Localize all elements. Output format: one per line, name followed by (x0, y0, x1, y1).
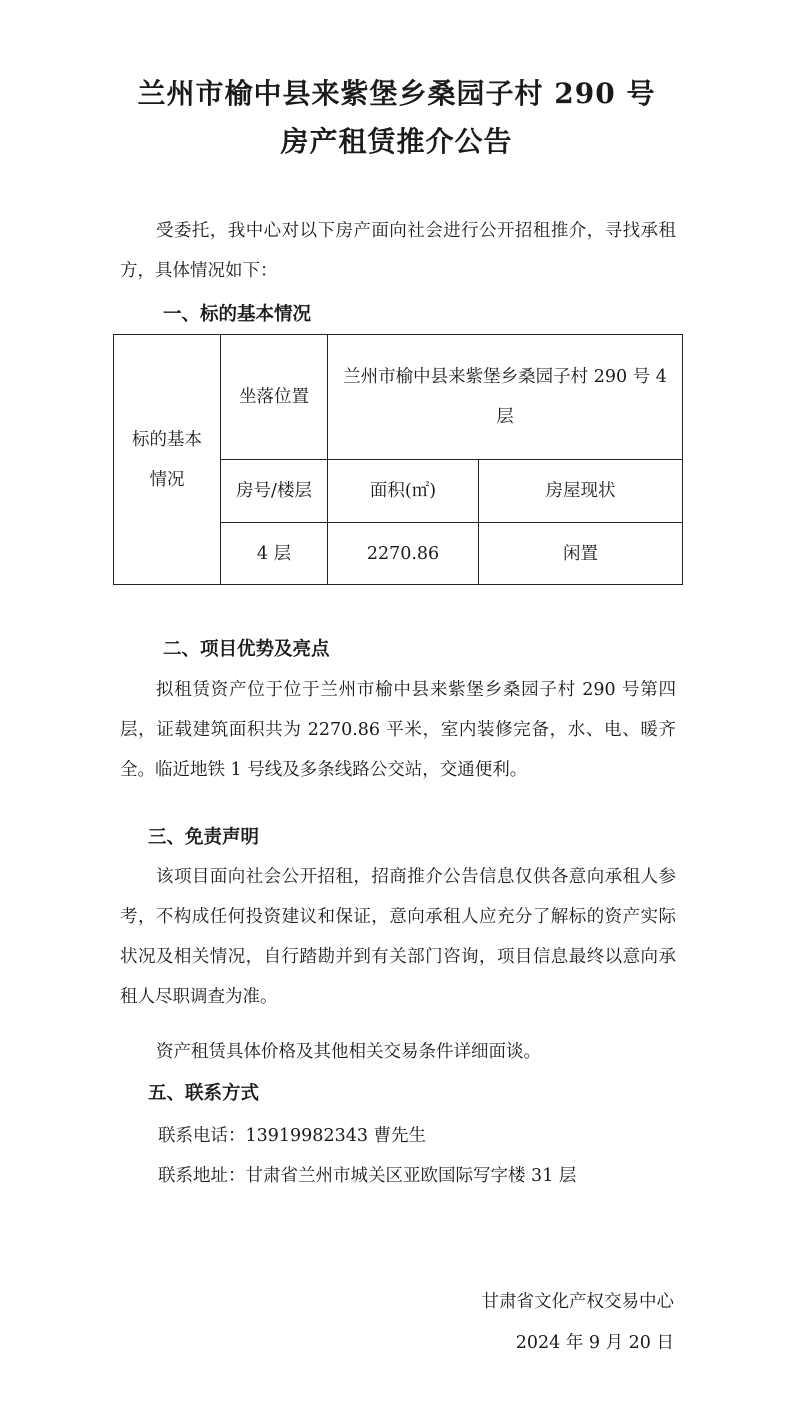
cell-floor: 4 层 (221, 523, 328, 585)
location-value-text: 兰州市榆中县来紫堡乡桑园子村 290 号 4 层 (343, 367, 667, 427)
section2-heading: 二、项目优势及亮点 (163, 639, 330, 660)
location-label: 坐落位置 (221, 335, 328, 460)
section3-note: 资产租赁具体价格及其他相关交易条件详细面谈。 (156, 1042, 541, 1062)
column-header-status: 房屋现状 (479, 460, 683, 523)
section2-paragraph: 拟租赁资产位于位于兰州市榆中县来紫堡乡桑园子村 290 号第四层，证载建筑面积共为 2270.86 平米，室内装修完备，水、电、暖齐全。临近地铁 1 号线及多条线路公交站，交通便利。 (120, 680, 676, 780)
contact-phone: 联系电话：13919982343 曹先生 (158, 1126, 427, 1146)
location-value (328, 335, 683, 460)
cell-area: 2270.86 (328, 523, 479, 585)
table-row-header (114, 335, 221, 585)
section1-heading: 一、标的基本情况 (163, 304, 312, 325)
issuer-name: 甘肃省文化产权交易中心 (481, 1292, 674, 1312)
document-title-line2: 房产租赁推介公告 (280, 125, 513, 158)
section3-heading: 三、免责声明 (148, 827, 260, 848)
cell-status: 闲置 (479, 523, 683, 585)
row-header-text: 标的基本情况 (132, 429, 202, 490)
section3-paragraph: 该项目面向社会公开招租，招商推介公告信息仅供各意向承租人参考，不构成任何投资建议和保证，意向承租人应充分了解标的资产实际状况及相关情况，自行踏勘并到有关部门咨询，项目信息最终以意向承租人尽职调查为准。 (120, 867, 676, 1007)
intro-paragraph: 受委托，我中心对以下房产面向社会进行公开招租推介，寻找承租方，具体情况如下： (120, 221, 676, 281)
asset-info-table (113, 334, 683, 585)
issue-date: 2024 年 9 月 20 日 (515, 1333, 674, 1353)
section5-heading: 五、联系方式 (148, 1083, 260, 1104)
column-header-floor: 房号/楼层 (221, 460, 328, 523)
column-header-area: 面积(㎡) (328, 460, 479, 523)
document-title-line1: 兰州市榆中县来紫堡乡桑园子村 290 号 (137, 77, 656, 110)
contact-address: 联系地址：甘肃省兰州市城关区亚欧国际写字楼 31 层 (158, 1166, 577, 1186)
